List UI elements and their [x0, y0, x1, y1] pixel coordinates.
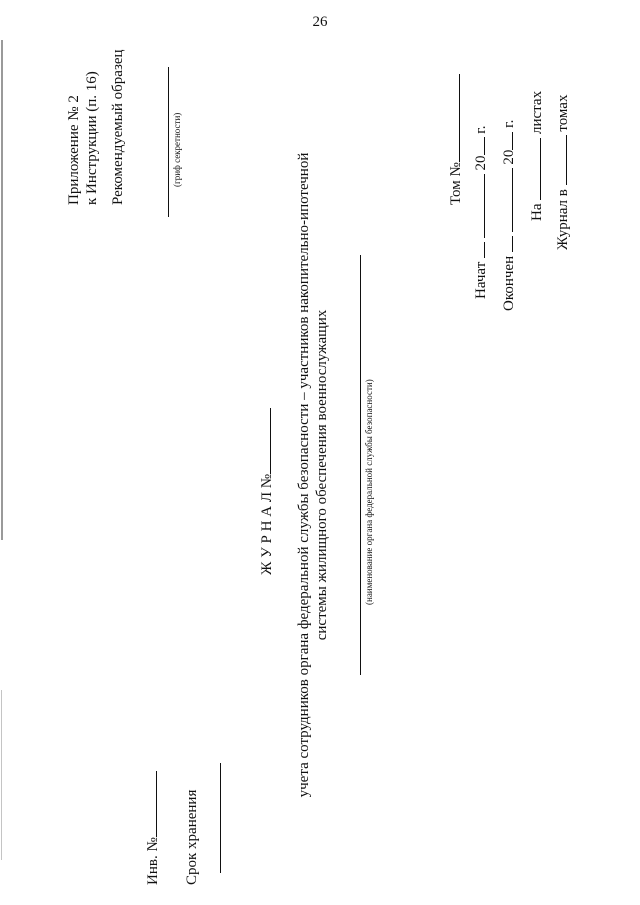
journal-title: Ж У Р Н А Л №: [256, 408, 276, 575]
org-name-line: [360, 255, 361, 675]
page-edge-rule-lower: [1, 690, 2, 860]
finished-date: Окончен 20 г.: [498, 120, 518, 311]
storage-period-line: [220, 763, 221, 873]
storage-period: Срок хранения: [184, 789, 200, 885]
recommended-sample: Рекомендуемый образец: [110, 49, 126, 205]
appendix-line1: Приложение № 2: [66, 95, 82, 205]
rotated-form: [60, 49, 590, 895]
started-date: Начат 20 г.: [470, 126, 490, 299]
page-number: 26: [312, 14, 328, 30]
page-edge-rule: [1, 40, 3, 540]
volume-number: Том №: [445, 74, 465, 205]
secrecy-caption: (гриф секретности): [172, 112, 182, 187]
sheets-count: На листах: [526, 91, 546, 221]
appendix-line2: к Инструкции (п. 16): [84, 71, 100, 205]
secrecy-line: [168, 67, 169, 217]
journal-subtitle-line1: учета сотрудников органа федеральной службы безопасности – участников накопительно-ипотечной: [296, 152, 312, 798]
org-name-caption: (наименование органа федеральной службы безопасности): [364, 379, 374, 605]
volumes-count: Журнал в томах: [552, 95, 572, 250]
inventory-number: Инв. №: [142, 771, 162, 885]
journal-subtitle-line2: системы жилищного обеспечения военнослужащих: [314, 309, 330, 641]
